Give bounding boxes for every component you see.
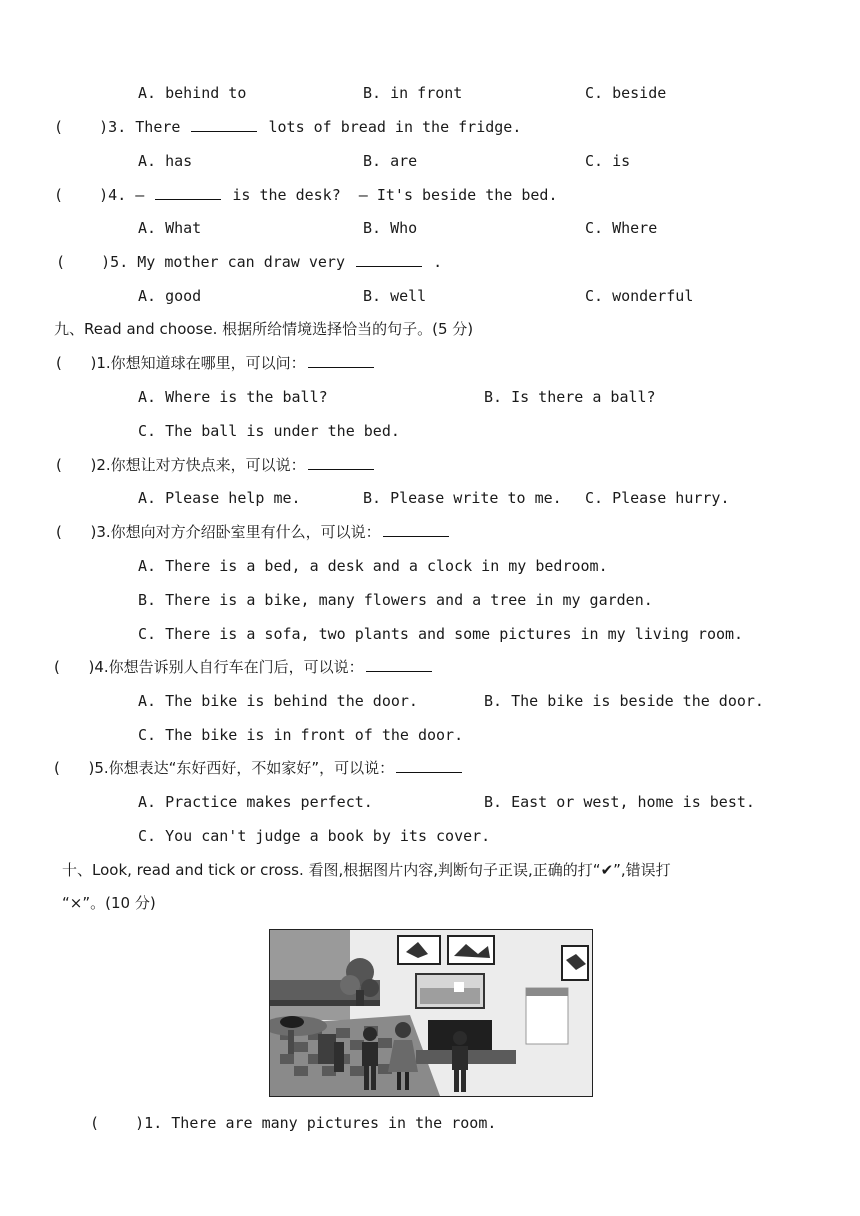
paren: (: [56, 456, 62, 474]
living-room-illustration: [270, 930, 592, 1096]
answer-blank: [155, 185, 221, 200]
paren: (: [54, 658, 60, 676]
option-c: C. is: [585, 152, 631, 170]
paren: (: [56, 523, 62, 541]
option-a: A. The bike is behind the door.: [138, 692, 418, 710]
question-1: [90, 1113, 496, 1133]
question-text: )3. There: [99, 118, 181, 136]
question-text: )4.你想告诉别人自行车在门后，可以说：: [88, 658, 364, 676]
option-b: B. East or west, home is best.: [484, 793, 755, 811]
option-a: A. Practice makes perfect.: [138, 793, 373, 811]
question-text: )4. —: [99, 186, 145, 204]
option-c: C. You can't judge a book by its cover.: [138, 827, 491, 845]
option-a: A. Please help me.: [138, 489, 301, 507]
option-b: B. well: [363, 287, 427, 305]
option-c: C. The bike is in front of the door.: [138, 726, 464, 744]
answer-blank: [308, 455, 374, 470]
section-heading-cont: “×”。(10 分): [62, 894, 156, 912]
question-text: .: [433, 253, 443, 271]
paren: (: [56, 354, 62, 372]
answer-blank: [191, 117, 257, 132]
question-3: [56, 522, 451, 542]
answer-blank: [383, 522, 449, 537]
question-5: [54, 758, 464, 778]
option-a: A. has: [138, 152, 193, 170]
option-b: B. There is a bike, many flowers and a tree in my garden.: [138, 591, 653, 609]
question-text: )5.你想表达“东好西好，不如家好”，可以说：: [88, 759, 395, 777]
answer-blank: [396, 758, 462, 773]
question-text: )1.你想知道球在哪里，可以问：: [90, 354, 306, 372]
option-a: A. behind to: [138, 84, 247, 102]
option-a: A. Where is the ball?: [138, 388, 328, 406]
option-c: C. Where: [585, 219, 658, 237]
answer-blank: [366, 657, 432, 672]
paren: (: [56, 253, 66, 271]
answer-blank: [308, 353, 374, 368]
section-heading: 九、Read and choose. 根据所给情境选择恰当的句子。(5 分): [54, 320, 474, 338]
option-a: A. What: [138, 219, 202, 237]
question-1: [56, 353, 376, 373]
option-b: B. Who: [363, 219, 418, 237]
option-c: C. Please hurry.: [585, 489, 730, 507]
option-b: B. Please write to me.: [363, 489, 562, 507]
paren: (: [90, 1114, 100, 1132]
question-text: lots of bread in the fridge.: [268, 118, 522, 136]
question-4: [54, 657, 434, 677]
paren: (: [54, 118, 64, 136]
option-b: B. Is there a ball?: [484, 388, 656, 406]
option-c: C. The ball is under the bed.: [138, 422, 400, 440]
option-b: B. in front: [363, 84, 463, 102]
question-text: )2.你想让对方快点来，可以说：: [90, 456, 306, 474]
option-b: B. are: [363, 152, 418, 170]
living-room-picture: [269, 929, 593, 1097]
answer-blank: [356, 252, 422, 267]
question-2: [56, 455, 376, 475]
section-heading: 十、Look, read and tick or cross. 看图,根据图片内容,判断句子正误,正确的打“✔”,错误打: [62, 861, 671, 879]
paren: (: [54, 186, 64, 204]
option-c: C. beside: [585, 84, 667, 102]
option-b: B. The bike is beside the door.: [484, 692, 764, 710]
question-text: is the desk? — It's beside the bed.: [232, 186, 558, 204]
question-text: )5. My mother can draw very: [101, 253, 345, 271]
option-a: A. There is a bed, a desk and a clock in my bedroom.: [138, 557, 608, 575]
question-4: [54, 185, 557, 205]
question-5: [56, 252, 442, 272]
option-c: C. wonderful: [585, 287, 694, 305]
paren: (: [54, 759, 60, 777]
question-text: )1. There are many pictures in the room.: [135, 1114, 497, 1132]
question-text: )3.你想向对方介绍卧室里有什么，可以说：: [90, 523, 381, 541]
question-3: [54, 117, 521, 137]
option-a: A. good: [138, 287, 202, 305]
option-c: C. There is a sofa, two plants and some pictures in my living room.: [138, 625, 744, 643]
